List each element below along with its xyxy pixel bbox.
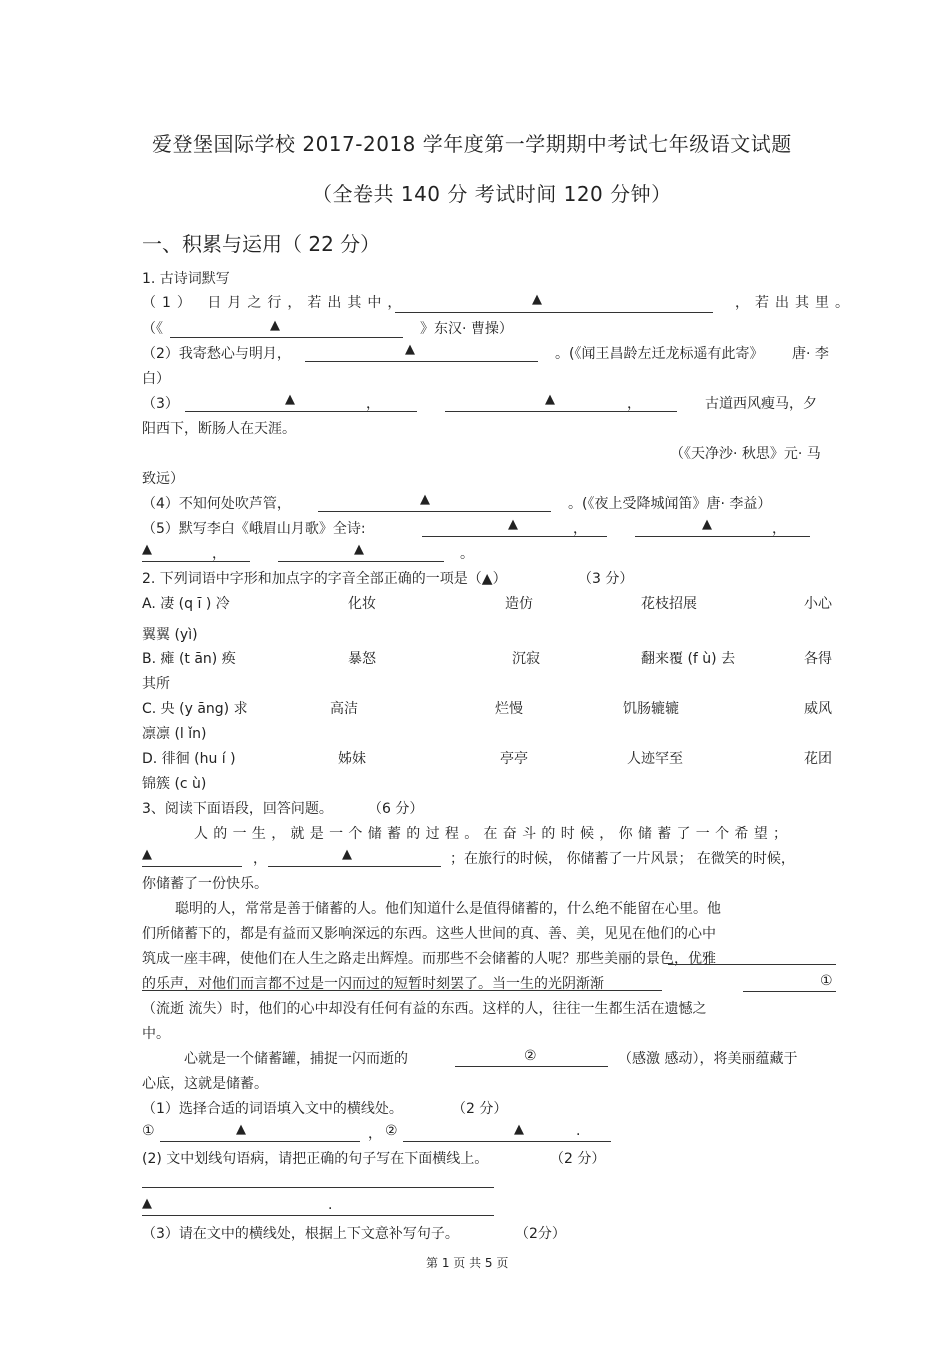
q3-para3-line1b: （感激 感动），将美丽蕴藏于 (618, 1051, 798, 1067)
option-d-word: 人迹罕至 (627, 751, 683, 767)
q1-line1-prefix: （1） 日月之行，若出其中， (142, 295, 408, 311)
answer-line[interactable] (142, 1187, 494, 1188)
q3-title: 3、阅读下面语段，回答问题。 (142, 801, 333, 817)
q1-line4-suffix: 。(《夜上受降城闻笛》唐· 李益） (568, 496, 772, 512)
circle-number-2: ② (385, 1123, 398, 1139)
option-b-word: 翻来覆 (f ù) 去 (641, 651, 736, 667)
marker-triangle: ▲ (270, 318, 280, 333)
option-c-word: 高洁 (330, 701, 358, 717)
option-b-word: 其所 (142, 676, 170, 692)
q3-para1-line2: ；在旅行的时候， 你储蓄了一片风景； 在微笑的时候， (450, 851, 795, 867)
q1-line5-prefix: （5）默写李白《峨眉山月歌》全诗: (142, 521, 366, 537)
q1-line1b-prefix: （《 (142, 321, 163, 337)
answer-blank[interactable] (318, 493, 551, 512)
q3-para2-line4: 的乐声，对他们而言都不过是一闪而过的短暂时刻罢了。当一生的光阴渐渐 (142, 976, 604, 992)
marker-triangle: ▲ (236, 1122, 246, 1137)
option-b-word: 沉寂 (512, 651, 540, 667)
answer-blank[interactable] (445, 393, 677, 412)
option-b-word: 各得 (804, 651, 832, 667)
option-d-word: 姊妹 (338, 751, 366, 767)
q1-line3-prefix: （3） (142, 396, 179, 412)
q3-para2-line2: 们所储蓄下的，都是有益而又影响深远的东西。这些人世间的真、善、美，见见在他们的心中 (142, 926, 716, 942)
q3-sub3: （3）请在文中的横线处，根据上下文意补写句子。 (142, 1226, 459, 1242)
period: . (328, 1197, 333, 1213)
option-a-word: 造仿 (505, 596, 533, 612)
q1-line2-suffix: 。(《闻王昌龄左迁龙标遥有此寄》 (555, 346, 764, 362)
q3-para1-line1: 人的一生，就是一个储蓄的过程。在奋斗的时候，你储蓄了一个希望； (194, 826, 793, 842)
answer-blank[interactable] (160, 1123, 360, 1142)
exam-title: 爱登堡国际学校 2017-2018 学年度第一学期期中考试七年级语文试题 (152, 132, 792, 156)
option-d-word: 锦簇 (c ù) (142, 776, 207, 792)
marker-triangle: ▲ (405, 342, 415, 357)
q3-para3-line2: 心底，这就是储蓄。 (142, 1076, 268, 1092)
option-b-word: 暴怒 (348, 651, 376, 667)
q3-para2-line6: 中。 (142, 1026, 170, 1042)
option-a-word: 花枝招展 (641, 596, 697, 612)
marker-triangle: ▲ (142, 847, 152, 862)
answer-blank[interactable] (395, 294, 713, 313)
q1-line2-author: 唐· 李 (792, 346, 829, 362)
option-c-word: 烂慢 (495, 701, 523, 717)
option-c-word: 凛凛 (l ǐn) (142, 726, 207, 742)
marker-triangle: ▲ (420, 492, 430, 507)
circle-number-1: ① (142, 1123, 155, 1139)
q3-sub1-score: （2 分） (452, 1101, 508, 1117)
q3-para2-line1: 聪明的人，常常是善于储蓄的人。他们知道什么是值得储蓄的，什么绝不能留在心里。他 (175, 901, 721, 917)
comma: ， (573, 521, 587, 537)
q2-title: 2. 下列词语中字形和加点字的字音全部正确的一项是（▲） (142, 571, 507, 587)
answer-blank[interactable] (142, 1197, 494, 1216)
option-d-word: 亭亭 (500, 751, 528, 767)
marker-triangle: ▲ (508, 517, 518, 532)
q1-line2-tail: 白） (142, 371, 170, 387)
marker-triangle: ▲ (354, 542, 364, 557)
option-a[interactable]: A. 凄 (q ī ) 冷 (142, 596, 230, 612)
comma: ， (368, 1126, 382, 1142)
option-c-word: 威风 (804, 701, 832, 717)
q1-line3-tail: 致远） (142, 471, 184, 487)
q1-line3-suffix: 古道西风瘦马，夕 (705, 396, 817, 412)
q3-para1-line3: 你储蓄了一份快乐。 (142, 876, 268, 892)
marker-triangle: ▲ (342, 847, 352, 862)
underline-sentence (142, 990, 662, 991)
marker-triangle: ▲ (532, 292, 542, 307)
answer-blank[interactable] (185, 393, 417, 412)
option-a-word: 小心 (804, 596, 832, 612)
q2-score: （3 分） (578, 571, 634, 587)
q3-para2-line3: 筑成一座丰碑，使他们在人生之路走出辉煌。而那些不会储蓄的人呢？那些美丽的景色，优雅 (142, 951, 716, 967)
comma: ， (212, 546, 226, 562)
q3-sub3-score: （2分） (515, 1226, 566, 1242)
answer-blank[interactable] (170, 319, 403, 338)
underline-sentence (668, 964, 836, 965)
q1-title: 1. 古诗词默写 (142, 271, 230, 287)
q1-line3-cont: 阳西下，断肠人在天涯。 (142, 421, 296, 437)
marker-triangle: ▲ (142, 542, 152, 557)
period: 。 (460, 546, 474, 562)
page-number: 第 1 页 共 5 页 (426, 1256, 509, 1270)
q3-score: （6 分） (368, 801, 424, 817)
option-a-word: 翼翼 (yì) (142, 627, 198, 643)
q1-line4-prefix: （4）不知何处吹芦管， (142, 496, 291, 512)
q3-sub1: （1）选择合适的词语填入文中的横线处。 (142, 1101, 403, 1117)
answer-blank[interactable] (142, 848, 242, 867)
marker-triangle: ▲ (285, 392, 295, 407)
q1-line3-source: （《天净沙· 秋思》元· 马 (670, 446, 821, 462)
circle-number-1: ① (820, 973, 833, 989)
q1-line2-prefix: （2）我寄愁心与明月， (142, 346, 291, 362)
q1-line1b-suffix: 》东汉· 曹操） (420, 321, 513, 337)
exam-subtitle: （全卷共 140 分 考试时间 120 分钟） (312, 182, 672, 206)
q3-para3-line1: 心就是一个储蓄罐，捕捉一闪而逝的 (184, 1051, 408, 1067)
q1-line1-suffix: ，若出其里。 (735, 295, 855, 311)
comma: ， (366, 396, 380, 412)
circle-number-2: ② (524, 1048, 537, 1064)
option-c-word: 饥肠辘辘 (623, 701, 679, 717)
comma: ， (772, 521, 786, 537)
marker-triangle: ▲ (545, 392, 555, 407)
comma: ， (627, 396, 641, 412)
q3-sub2-score: （2 分） (550, 1151, 606, 1167)
period: . (576, 1123, 581, 1139)
marker-triangle: ▲ (702, 517, 712, 532)
comma: ， (253, 851, 267, 867)
marker-triangle: ▲ (142, 1196, 152, 1211)
marker-triangle: ▲ (514, 1122, 524, 1137)
option-a-word: 化妆 (348, 596, 376, 612)
answer-blank[interactable] (305, 343, 538, 362)
option-b[interactable]: B. 瘫 (t ān) 痪 (142, 651, 236, 667)
option-c[interactable]: C. 央 (y āng) 求 (142, 701, 248, 717)
q3-sub2: (2) 文中划线句语病，请把正确的句子写在下面横线上。 (142, 1151, 489, 1167)
section-title: 一、积累与运用（ 22 分） (142, 232, 381, 256)
answer-blank[interactable] (268, 848, 441, 867)
answer-blank[interactable] (142, 543, 250, 562)
option-d-word: 花团 (804, 751, 832, 767)
option-d[interactable]: D. 徘徊 (hu í ) (142, 751, 236, 767)
q3-para2-line5: （流逝 流失）时，他们的心中却没有任何有益的东西。这样的人，往往一生都生活在遗憾之 (142, 1001, 707, 1017)
